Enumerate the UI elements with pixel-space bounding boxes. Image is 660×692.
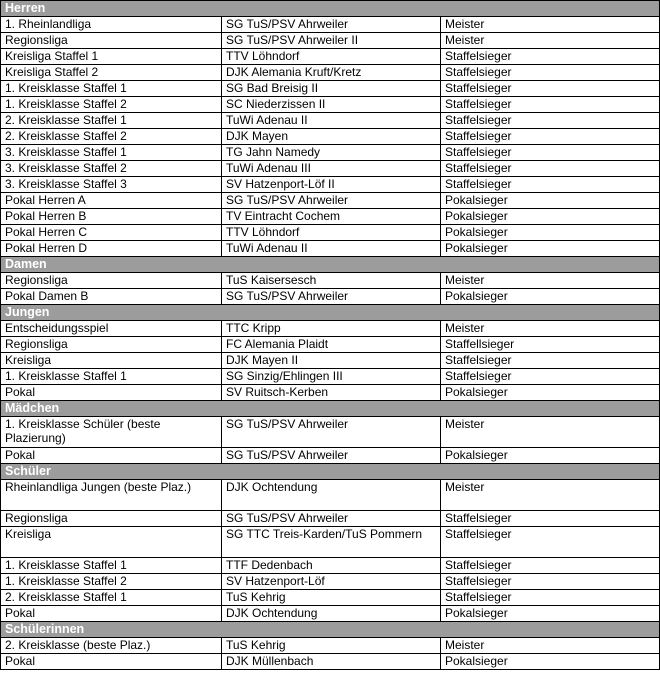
league-cell: Pokal Herren A	[1, 193, 222, 209]
table-row	[1, 369, 660, 385]
title-cell: Meister	[441, 33, 660, 49]
league-cell: 1. Kreisklasse Staffel 1	[1, 81, 222, 97]
team-cell: TuS Kaisersesch	[222, 273, 441, 289]
team-cell: SC Niederzissen II	[222, 97, 441, 113]
team-cell: SG TuS/PSV Ahrweiler	[222, 289, 441, 305]
table-row	[1, 33, 660, 49]
league-cell: Pokal Herren D	[1, 241, 222, 257]
table-row	[1, 606, 660, 622]
title-cell: Meister	[441, 638, 660, 654]
title-cell: Pokalsieger	[441, 606, 660, 622]
section-header-row	[1, 401, 660, 417]
title-cell: Staffelsieger	[441, 177, 660, 193]
league-cell: 2. Kreisklasse Staffel 1	[1, 113, 222, 129]
league-cell: 2. Kreisklasse Staffel 1	[1, 590, 222, 606]
team-cell: SG TTC Treis-Karden/TuS Pommern	[222, 527, 441, 558]
team-cell: TTC Kripp	[222, 321, 441, 337]
section-header-row	[1, 622, 660, 638]
team-cell: DJK Mayen II	[222, 353, 441, 369]
table-row	[1, 97, 660, 113]
table-row	[1, 145, 660, 161]
title-cell: Pokalsieger	[441, 385, 660, 401]
league-cell: Entscheidungsspiel	[1, 321, 222, 337]
section-header-row	[1, 305, 660, 321]
section-title: Herren	[1, 1, 660, 17]
league-cell: 1. Kreisklasse Staffel 2	[1, 574, 222, 590]
section-title: Damen	[1, 257, 660, 273]
league-cell: 2. Kreisklasse Staffel 2	[1, 129, 222, 145]
table-row	[1, 113, 660, 129]
table-row	[1, 225, 660, 241]
table-row	[1, 527, 660, 558]
team-cell: TuWi Adenau III	[222, 161, 441, 177]
title-cell: Meister	[441, 480, 660, 511]
table-row	[1, 129, 660, 145]
league-cell: 3. Kreisklasse Staffel 3	[1, 177, 222, 193]
title-cell: Staffelsieger	[441, 511, 660, 527]
league-cell: Rheinlandliga Jungen (beste Plaz.)	[1, 480, 222, 511]
title-cell: Pokalsieger	[441, 654, 660, 670]
title-cell: Pokalsieger	[441, 209, 660, 225]
team-cell: SV Hatzenport-Löf	[222, 574, 441, 590]
team-cell: TuWi Adenau II	[222, 241, 441, 257]
table-row	[1, 321, 660, 337]
table-row	[1, 193, 660, 209]
title-cell: Meister	[441, 273, 660, 289]
team-cell: SG TuS/PSV Ahrweiler	[222, 511, 441, 527]
league-cell: 1. Kreisklasse Schüler (beste Plazierung)	[1, 417, 222, 448]
title-cell: Staffelsieger	[441, 161, 660, 177]
table-row	[1, 480, 660, 511]
section-header-row	[1, 257, 660, 273]
team-cell: TuS Kehrig	[222, 590, 441, 606]
table-row	[1, 448, 660, 464]
title-cell: Pokalsieger	[441, 448, 660, 464]
table-row	[1, 574, 660, 590]
table-row	[1, 17, 660, 33]
table-row	[1, 49, 660, 65]
title-cell: Pokalsieger	[441, 225, 660, 241]
league-cell: Pokal Herren B	[1, 209, 222, 225]
table-row	[1, 177, 660, 193]
title-cell: Staffelsieger	[441, 574, 660, 590]
league-cell: Pokal Herren C	[1, 225, 222, 241]
league-cell: Kreisliga	[1, 527, 222, 558]
table-row	[1, 590, 660, 606]
title-cell: Staffelsieger	[441, 65, 660, 81]
team-cell: DJK Alemania Kruft/Kretz	[222, 65, 441, 81]
team-cell: SG TuS/PSV Ahrweiler	[222, 193, 441, 209]
team-cell: FC Alemania Plaidt	[222, 337, 441, 353]
league-cell: Pokal	[1, 448, 222, 464]
section-title: Mädchen	[1, 401, 660, 417]
section-title: Schüler	[1, 464, 660, 480]
league-cell: 1. Rheinlandliga	[1, 17, 222, 33]
league-cell: Kreisliga	[1, 353, 222, 369]
team-cell: SV Hatzenport-Löf II	[222, 177, 441, 193]
league-cell: 3. Kreisklasse Staffel 2	[1, 161, 222, 177]
title-cell: Staffelsieger	[441, 369, 660, 385]
table-row	[1, 353, 660, 369]
team-cell: SG TuS/PSV Ahrweiler	[222, 417, 441, 448]
table-row	[1, 209, 660, 225]
section-title: Jungen	[1, 305, 660, 321]
league-cell: Regionsliga	[1, 511, 222, 527]
title-cell: Staffelsieger	[441, 590, 660, 606]
team-cell: SG Bad Breisig II	[222, 81, 441, 97]
league-cell: Kreisliga Staffel 2	[1, 65, 222, 81]
league-cell: 1. Kreisklasse Staffel 2	[1, 97, 222, 113]
league-cell: Pokal Damen B	[1, 289, 222, 305]
league-cell: Kreisliga Staffel 1	[1, 49, 222, 65]
league-cell: Regionsliga	[1, 33, 222, 49]
title-cell: Staffellsieger	[441, 337, 660, 353]
title-cell: Pokalsieger	[441, 241, 660, 257]
title-cell: Meister	[441, 417, 660, 448]
table-row	[1, 273, 660, 289]
league-cell: 3. Kreisklasse Staffel 1	[1, 145, 222, 161]
title-cell: Staffelsieger	[441, 113, 660, 129]
league-cell: Pokal	[1, 606, 222, 622]
team-cell: DJK Müllenbach	[222, 654, 441, 670]
table-row	[1, 81, 660, 97]
title-cell: Staffelsieger	[441, 81, 660, 97]
title-cell: Staffelsieger	[441, 129, 660, 145]
team-cell: SG TuS/PSV Ahrweiler II	[222, 33, 441, 49]
team-cell: DJK Ochtendung	[222, 480, 441, 511]
section-title: Schülerinnen	[1, 622, 660, 638]
title-cell: Pokalsieger	[441, 289, 660, 305]
title-cell: Staffelsieger	[441, 49, 660, 65]
league-cell: Regionsliga	[1, 337, 222, 353]
league-cell: 2. Kreisklasse (beste Plaz.)	[1, 638, 222, 654]
league-cell: Pokal	[1, 654, 222, 670]
team-cell: TTF Dedenbach	[222, 558, 441, 574]
table-row	[1, 638, 660, 654]
table-row	[1, 161, 660, 177]
title-cell: Meister	[441, 321, 660, 337]
section-header-row	[1, 464, 660, 480]
table-row	[1, 241, 660, 257]
league-cell: Pokal	[1, 385, 222, 401]
title-cell: Meister	[441, 17, 660, 33]
title-cell: Staffelsieger	[441, 558, 660, 574]
team-cell: TG Jahn Namedy	[222, 145, 441, 161]
table-row	[1, 385, 660, 401]
team-cell: DJK Ochtendung	[222, 606, 441, 622]
title-cell: Staffelsieger	[441, 97, 660, 113]
team-cell: SG Sinzig/Ehlingen III	[222, 369, 441, 385]
table-row	[1, 289, 660, 305]
league-cell: 1. Kreisklasse Staffel 1	[1, 369, 222, 385]
league-cell: Regionsliga	[1, 273, 222, 289]
team-cell: TV Eintracht Cochem	[222, 209, 441, 225]
table-row	[1, 558, 660, 574]
title-cell: Staffelsieger	[441, 145, 660, 161]
team-cell: SG TuS/PSV Ahrweiler	[222, 448, 441, 464]
table-row	[1, 65, 660, 81]
title-cell: Staffelsieger	[441, 527, 660, 558]
team-cell: SG TuS/PSV Ahrweiler	[222, 17, 441, 33]
section-header-row	[1, 1, 660, 17]
table-row	[1, 654, 660, 670]
table-row	[1, 417, 660, 448]
team-cell: TTV Löhndorf	[222, 225, 441, 241]
team-cell: TuWi Adenau II	[222, 113, 441, 129]
team-cell: SV Ruitsch-Kerben	[222, 385, 441, 401]
table-row	[1, 511, 660, 527]
title-cell: Staffelsieger	[441, 353, 660, 369]
league-cell: 1. Kreisklasse Staffel 1	[1, 558, 222, 574]
title-cell: Pokalsieger	[441, 193, 660, 209]
team-cell: DJK Mayen	[222, 129, 441, 145]
team-cell: TTV Löhndorf	[222, 49, 441, 65]
results-table-body	[1, 1, 660, 670]
team-cell: TuS Kehrig	[222, 638, 441, 654]
table-row	[1, 337, 660, 353]
